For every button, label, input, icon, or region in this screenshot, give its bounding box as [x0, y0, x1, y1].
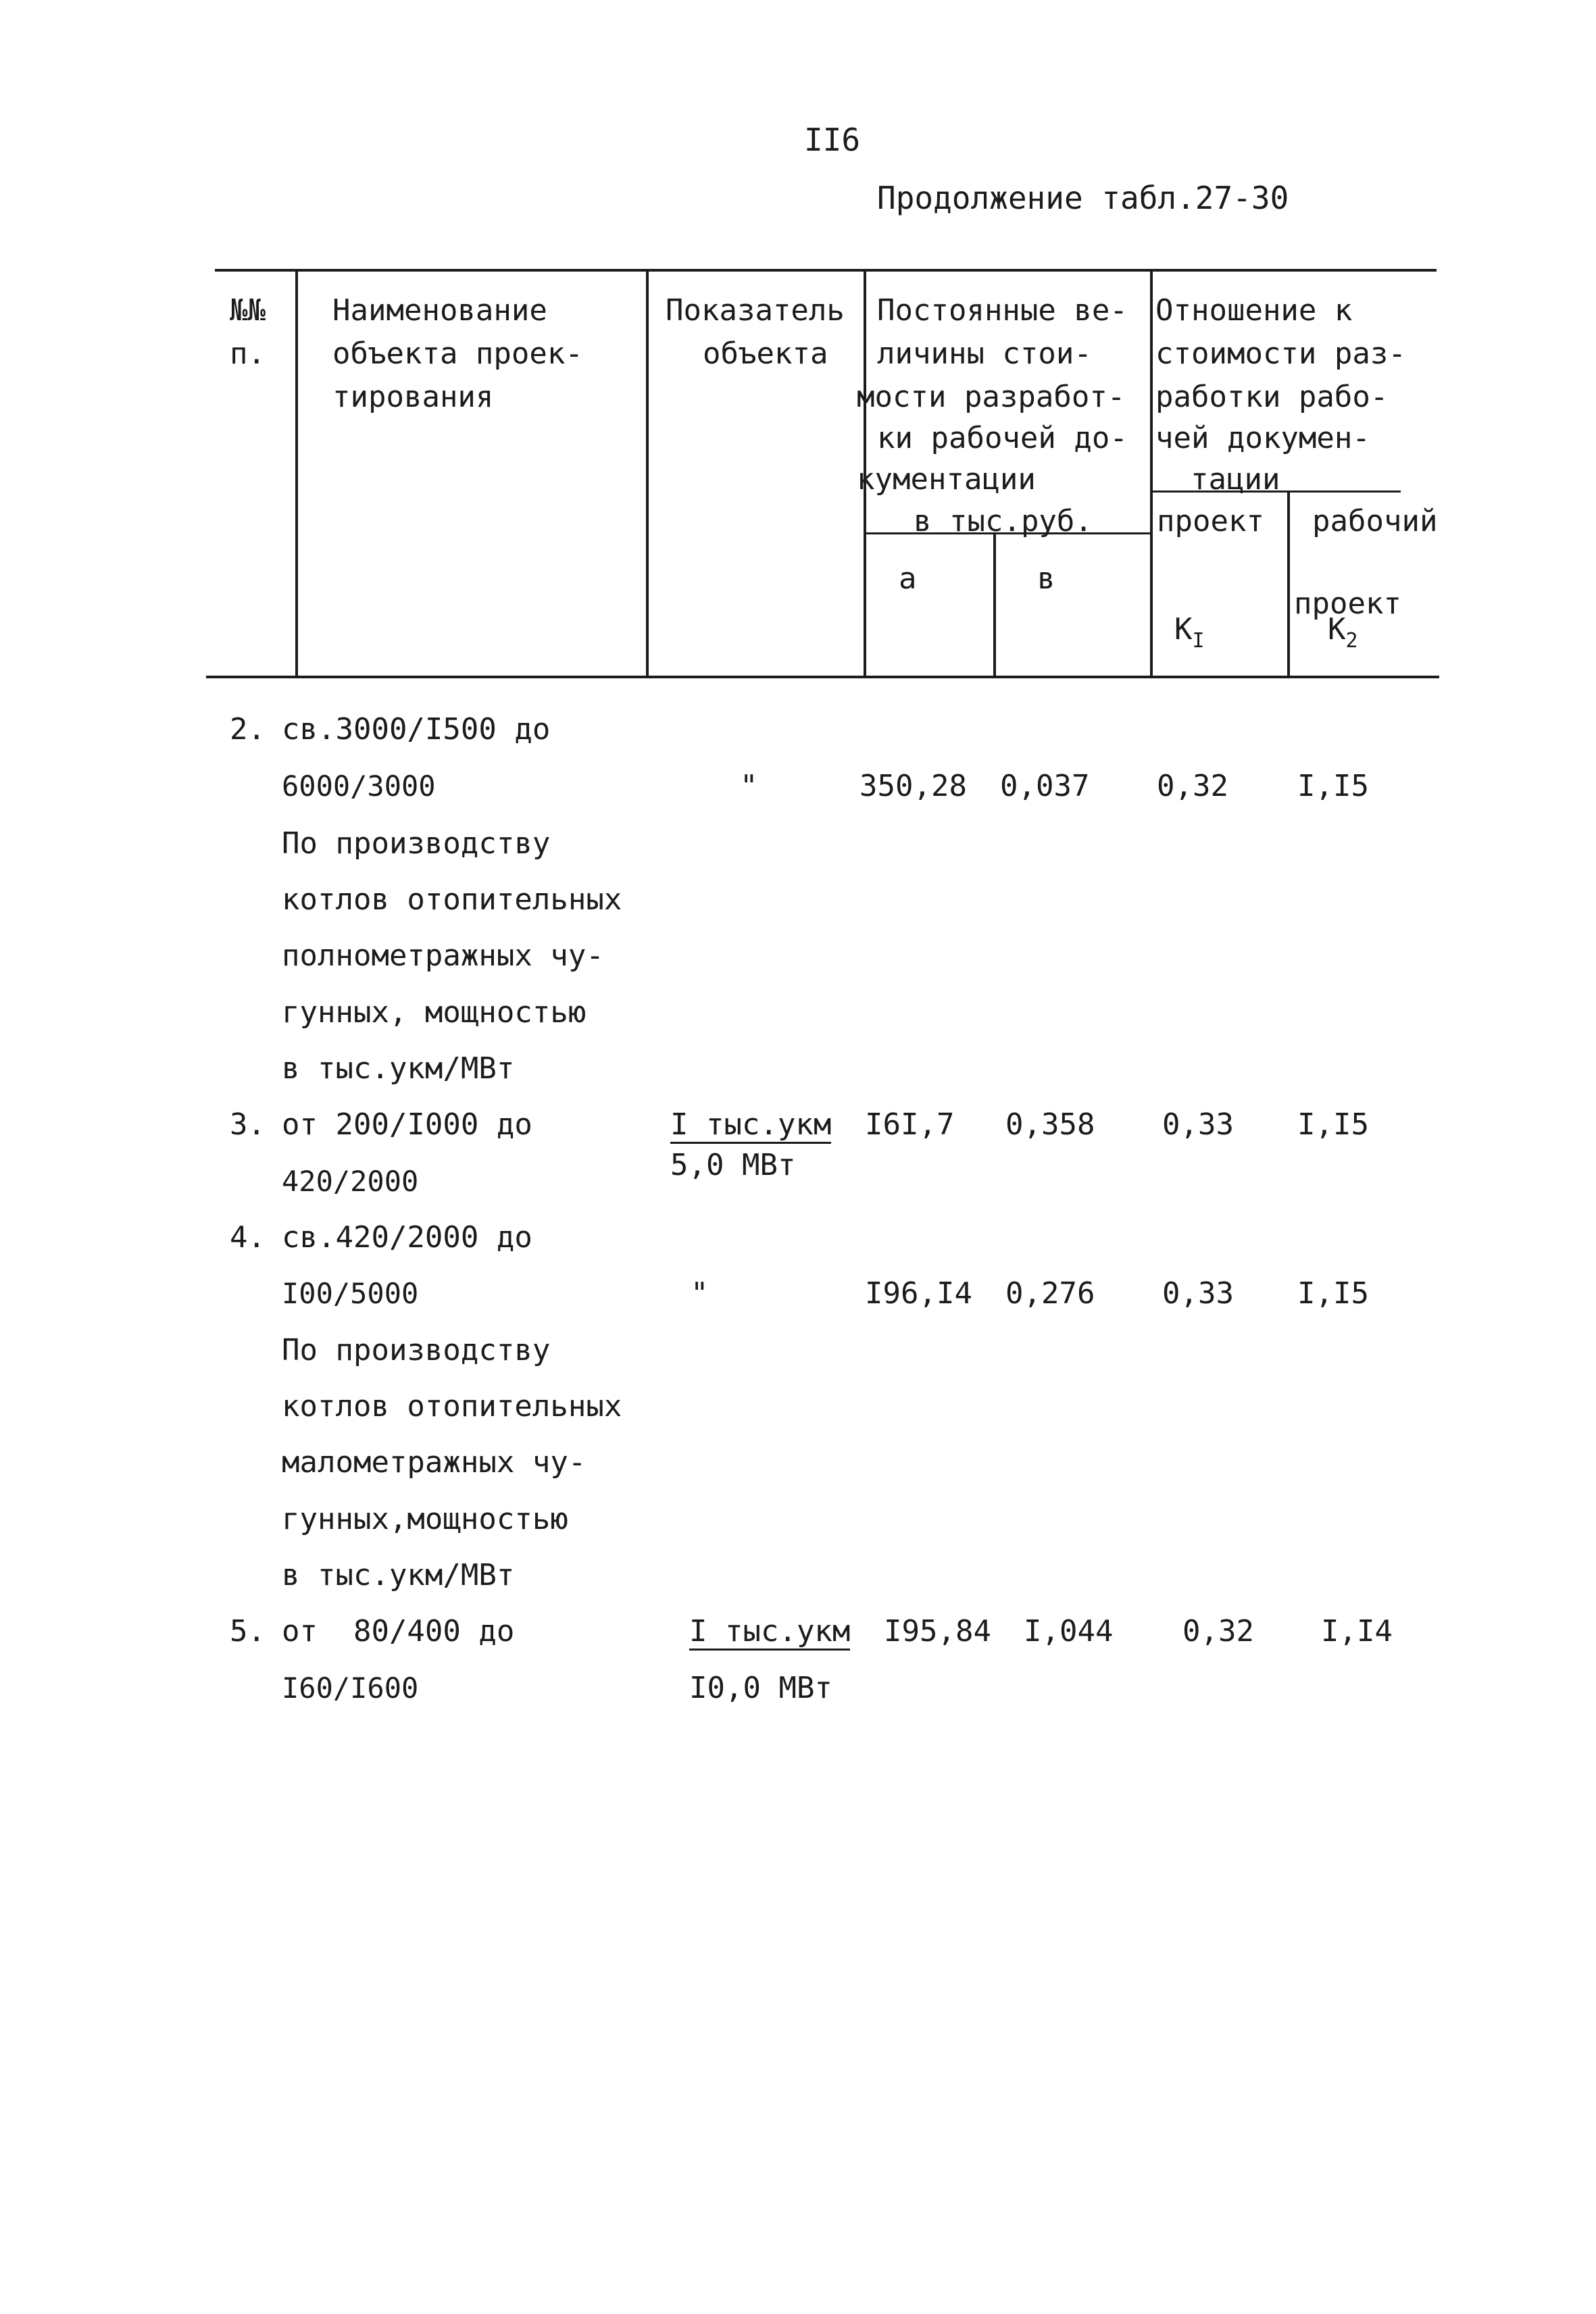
row-k2: I,I5: [1297, 1276, 1369, 1311]
header-divider: [646, 270, 649, 677]
row-value-a: 350,28: [859, 769, 967, 803]
row-k1: 0,32: [1182, 1614, 1254, 1649]
row-k1: 0,32: [1157, 769, 1228, 803]
row-value-b: 0,276: [1005, 1276, 1095, 1311]
row-indicator: I тыс.укм: [670, 1107, 831, 1143]
document-page: II6 Продолжение табл.27-30 №№ п. Наименование объекта проек- тирования Показатель объекта Постоянные ве- личины стои- мости разработ- ки рабочей до- кументации в тыс.руб. а в Отношение к стоимости раз- работки рабо- чей докумен- тации проект $К_I$ рабочий проект $К_2$ 2. св.3000/I500 до 6000/3000 " 350,28 0,037 0,32 I,I5 По производству котлов отопительных полнометражных чу- гунных, мощностью в тыс.укм/МВт 3. от 200/I000 до 420/2000 I тыс.укм 5,0 МВт I6I,7 0,358 0,33 I,I5 4. св.420/2000 до I00/5000 " I96,I4 0,276 0,33 I,I5 По производству котлов отопительных малометражных чу- гунных,мощностью в тыс.укм/МВт 5. от 80/400 до I60/I600 I тыс.укм I0,0 МВт I95,84 I,044 0,32 I,I4: [0, 0, 1596, 2314]
row-indicator: I тыс.укм: [689, 1613, 850, 1650]
continuation-title: Продолжение табл.27-30: [877, 180, 1289, 216]
row-k2: I,I5: [1297, 769, 1369, 803]
row-k2: I,I4: [1321, 1614, 1393, 1649]
row-indicator: ": [691, 1276, 709, 1311]
row-k1: 0,33: [1162, 1276, 1234, 1311]
row-k2: I,I5: [1297, 1107, 1369, 1142]
row-indicator-unit: 5,0 МВт: [670, 1148, 796, 1182]
header-bottom-rule: [206, 676, 1439, 678]
row-number: 3.: [230, 1107, 266, 1142]
row-name: от 80/400 до: [282, 1614, 515, 1649]
header-divider: [1150, 270, 1153, 677]
row-value-b: I,044: [1024, 1614, 1114, 1649]
row-indicator-unit: I0,0 МВт: [689, 1671, 832, 1705]
row-value-a: I6I,7: [865, 1107, 955, 1142]
row-value-a: I95,84: [884, 1614, 991, 1649]
page-number: II6: [804, 122, 861, 158]
header-col-b: в: [1037, 561, 1055, 596]
row-indicator: ": [740, 769, 758, 803]
header-divider: [1287, 492, 1290, 677]
header-top-rule: [215, 269, 1437, 272]
row-value-b: 0,037: [1000, 769, 1090, 803]
row-name: I00/5000: [282, 1277, 419, 1310]
header-col-a: а: [899, 561, 917, 596]
row-name: св.3000/I500 до: [282, 712, 551, 747]
row-name: 6000/3000: [282, 770, 436, 803]
row-value-a: I96,I4: [865, 1276, 972, 1311]
header-divider: [295, 270, 298, 677]
row-number: 4.: [230, 1220, 266, 1255]
row-value-b: 0,358: [1005, 1107, 1095, 1142]
row-name: от 200/I000 до: [282, 1107, 532, 1142]
row-number: 2.: [230, 712, 266, 747]
row-name: I60/I600: [282, 1671, 419, 1705]
header-divider: [993, 534, 996, 677]
row-k1: 0,33: [1162, 1107, 1234, 1142]
row-name: св.420/2000 до: [282, 1220, 532, 1255]
row-name: 420/2000: [282, 1165, 419, 1198]
row-number: 5.: [230, 1614, 266, 1649]
